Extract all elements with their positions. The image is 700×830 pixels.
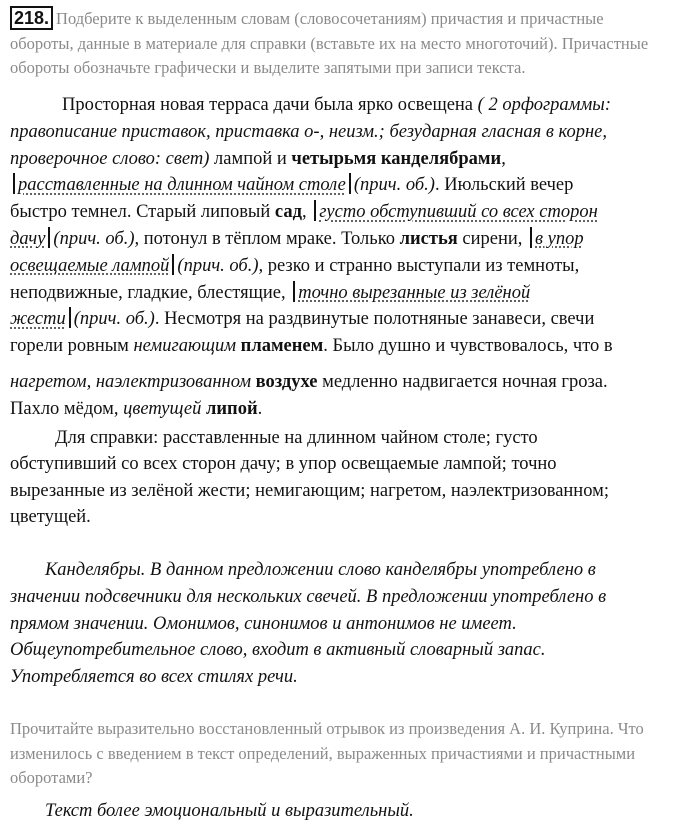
participial-phrase: освещаемые лампой <box>10 255 170 276</box>
text-segment: (прич. об.) <box>73 309 155 330</box>
text-line <box>10 333 694 360</box>
reference-line: вырезанные из зелёной жести; немигающим; нагретом, наэлектризованном; <box>10 480 609 501</box>
analysis-line: Употребляется во всех стилях речи. <box>10 667 298 688</box>
main-text <box>10 92 694 360</box>
highlighted-word: сад <box>274 202 302 223</box>
task-line: обороты, данные в материале для справки (вставьте их на место многоточий). Причастные <box>10 33 649 53</box>
text-segment: . Несмотря на раздвинутые полотняные занавеси, свечи <box>154 309 595 330</box>
text-line <box>10 280 694 307</box>
participle-boundary-mark <box>530 227 532 248</box>
reference-line: цветущей. <box>10 506 91 527</box>
task-line <box>10 6 694 32</box>
question-line: Прочитайте выразительно восстановленный отрывок из произведения А. И. Куприна. Что <box>10 719 644 738</box>
text-segment: , <box>301 202 312 223</box>
text-line <box>10 396 694 423</box>
participle-boundary-mark <box>314 200 316 221</box>
text-line <box>10 146 694 173</box>
participial-phrase: точно вырезанные из зелёной <box>298 282 531 303</box>
text-segment: сирени, <box>457 228 528 249</box>
reference-line: обступивший со всех сторон дачу; в упор освещаемые лампой; точно <box>10 454 557 475</box>
text-line <box>10 92 694 119</box>
text-segment: быстро темнел. Старый липовый <box>10 202 275 223</box>
reference-line: Для справки: расставленные на длинном чайном столе; густо <box>55 428 538 448</box>
highlighted-word: воздухе <box>255 372 318 392</box>
question-line: оборотами? <box>10 768 93 787</box>
text-segment: немигающим <box>133 336 237 357</box>
text-segment: цветущей <box>123 398 202 419</box>
task-line: обороты обозначьте графически и выделите запятыми при записи текста. <box>10 58 526 77</box>
text-segment: , <box>501 148 506 169</box>
text-segment: неподвижные, гладкие, блестящие, <box>10 282 291 303</box>
text-segment: потонул в тёплом мраке. Только <box>139 228 400 249</box>
text-line <box>10 226 694 253</box>
participial-phrase: жести <box>10 309 66 330</box>
text-segment: (прич. об.) <box>353 175 435 196</box>
text-segment: . Было душно и чувствовалось, что в <box>323 336 613 357</box>
participle-boundary-mark <box>349 173 351 194</box>
text-line <box>10 369 694 396</box>
text-segment: Просторная новая терраса дачи была ярко освещена <box>62 95 474 115</box>
participle-boundary-mark <box>48 227 50 248</box>
text-segment: правописание приставок, приставка о-, неизм.; безударная гласная в корне, <box>10 121 607 142</box>
analysis-line: Канделябры. В данном предложении слово канделябры употреблено в <box>45 560 596 580</box>
task-instructions <box>10 6 694 81</box>
text-segment: (прич. об.), <box>177 255 264 276</box>
text-line <box>10 199 694 226</box>
text-segment: лампой и <box>209 148 292 169</box>
highlighted-word: четырьмя канделябрами <box>291 148 502 169</box>
participial-phrase: расставленные на длинном чайном столе <box>18 175 346 196</box>
text-line <box>10 253 694 280</box>
task-text: Подберите к выделенным словам (словосочетаниям) причастия и причастные <box>56 9 604 28</box>
highlighted-word: пламенем <box>240 336 324 357</box>
analysis-line: значении подсвечники для нескольких свечей. В предложении употреблено в <box>10 586 607 607</box>
text-segment: горели ровным <box>10 336 134 357</box>
text-segment: ( 2 орфограммы: <box>473 95 611 115</box>
text-line <box>10 306 694 333</box>
reference-material <box>10 425 694 530</box>
text-segment: . Июльский вечер <box>434 175 574 196</box>
answer: Текст более эмоциональный и выразительный. <box>45 801 414 821</box>
text-segment: нагретом, наэлектризованном <box>10 372 252 392</box>
highlighted-word: липой <box>206 398 258 419</box>
highlighted-word: листья <box>399 228 458 249</box>
word-analysis <box>10 557 694 691</box>
participle-boundary-mark <box>69 307 71 328</box>
text-segment: проверочное слово: свет) <box>10 148 210 169</box>
text-segment: (прич. об.), <box>53 228 140 249</box>
text-segment: . <box>257 398 263 419</box>
analysis-line: Общеупотребительное слово, входит в активный словарный запас. <box>10 640 546 661</box>
participle-boundary-mark <box>13 173 15 194</box>
text-line <box>10 119 694 146</box>
text-line <box>10 172 694 199</box>
participial-phrase: густо обступивший со всех сторон <box>319 202 598 223</box>
analysis-line: прямом значении. Омонимов, синонимов и антонимов не имеет. <box>10 613 517 634</box>
text-segment: медленно надвигается ночная гроза. <box>317 372 608 392</box>
question <box>10 717 694 791</box>
participle-boundary-mark <box>172 254 174 275</box>
question-line: изменилось с введением в текст определений, выраженных причастиями и причастными <box>10 743 636 763</box>
exercise-number: 218. <box>10 6 53 30</box>
main-text-continued <box>10 369 694 422</box>
participial-phrase: в упор <box>535 228 584 249</box>
text-segment: резко и странно выступали из темноты, <box>263 255 580 276</box>
participle-boundary-mark <box>293 281 295 302</box>
participial-phrase: дачу <box>10 228 46 249</box>
text-segment: Пахло мёдом, <box>10 398 124 419</box>
